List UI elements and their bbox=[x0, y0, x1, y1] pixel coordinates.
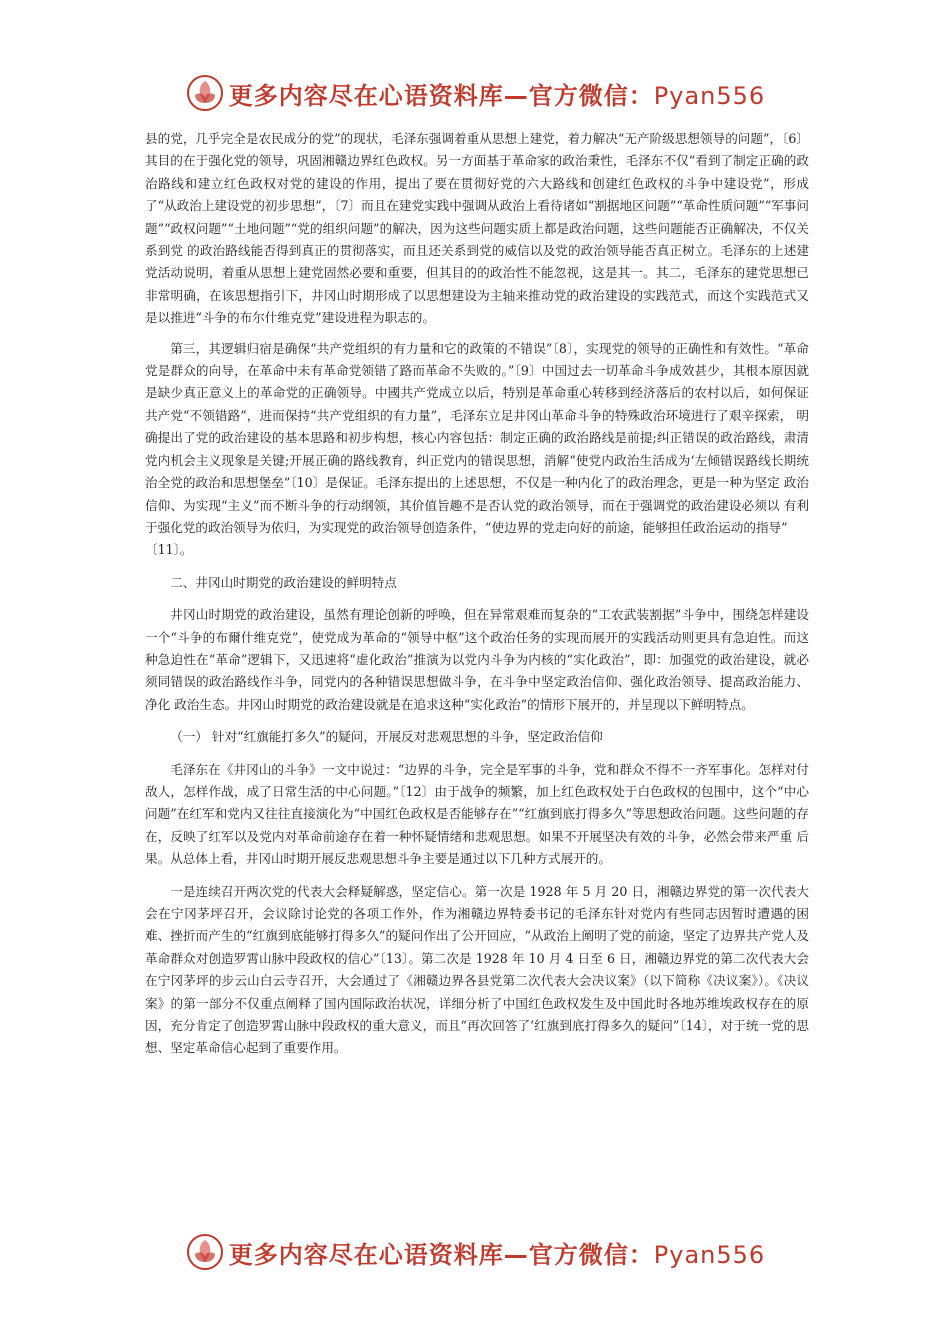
header-watermark-banner bbox=[0, 70, 950, 116]
flower-logo-icon bbox=[185, 73, 225, 113]
paragraph-2: 第三，其逻辑归宿是确保“共产党组织的有力量和它的政策的不错误”〔8〕，实现党的领导的正确性和有效性。“革命党是群众的向导，在革命中未有革命党领错了路而革命不失败的。”〔9〕中国过去一切革命斗争成效甚少，其根本原因就是缺少真正意义上的革命党的正确领导。中國共产党成立以后，特别是革命重心转移到经济落后的农村以后，如何保证共产党“不领错路”，进而保持“共产党组织的有力量”，毛泽东立足井冈山革命斗争的特殊政治环境进行了艰辛探索， 明确提出了党的政治建设的基本思路和初步构想，核心内容包括：制定正确的政治路线是前提;纠正错误的政治路线，肃清党内机会主义现象是关键;开展正确的路线教育，纠正党内的错误思想，消解“使党内政治生活成为‘左倾错误路线长期统治全党的政治和思想堡垒”〔10〕是保证。毛泽东提出的上述思想，不仅是一种内化了的政治理念，更是一种为坚定 政治信仰、为实现“主义”而不断斗争的行动纲领，其价值旨趣不是否认党的政治领导，而在于强调党的政治建设必须以 有利于强化党的政治领导为依归，为实现党的政治领导创造条件，“使边界的党走向好的前途，能够担任政治运动的指导” bbox=[145, 340, 809, 535]
paragraph-1: 县的党，几乎完全是农民成分的党”的现状，毛泽东强调着重从思想上建党，着力解决“无产阶级思想领导的问题”，〔6〕其目的在于强化党的领导，巩固湘赣边界红色政权。另一方面基于革命家的政治秉性，毛泽东不仅“看到了制定正确的政治路线和建立红色政权对党的建设的作用，提出了要在贯彻好党的六大路线和创建红色政权的斗争中建设党”，形成了“从政治上建设党的初步思想”，〔7〕而且在建党实践中强调从政治上看待诸如“割据地区问题”“革命性质问题”“军事问题”“政权问题”“土地问题”“党的组织问题”的解决，因为这些问题实质上都是政治问题，这些问题能否正确解决，不仅关系到党 的政治路线能否得到真正的贯彻落实，而且还关系到党的威信以及党的政治领导能否真正树立。毛泽东的上述建党活动说明，着重从思想上建党固然必要和重要，但其目的的政治性不能忽视，这是其一。其二，毛泽东的建党思想已非常明确，在该思想指引下，井冈山时期形成了以思想建设为主轴来推动党的政治建设的实践范式，而这个实践范式又是以推进“斗争的布尔什维克党”建设进程为职志的。 bbox=[145, 131, 809, 326]
banner-text: 更多内容尽在心语资料库—官方微信：Pyan556 bbox=[228, 1240, 766, 1269]
flower-logo-icon bbox=[185, 1232, 225, 1272]
paragraph-5: 一是连续召开两次党的代表大会释疑解惑，坚定信心。第一次是 1928 年 5 月 20 日，湘赣边界党的第一次代表大会在宁冈茅坪召开，会议除讨论党的各项工作外，作为湘赣边界特委书记的毛泽东针对党内有些同志因暂时遭遇的困难、挫折而产生的“红旗到底能够打得多久”的疑问作出了公开回应，“从政治上阐明了党的前途，坚定了边界共产党人及革命群众对创造罗霄山脉中段政权的信心”〔13〕。第二次是 1928 年 10 月 4 日至 6 日，湘赣边界党的第二次代表大会在宁冈茅坪的步云山白云寺召开，大会通过了《湘赣边界各县党第二次代表大会决议案》（以下简称《决议案》）。《决议案》的第一部分不仅重点阐释了国内国际政治状况，详细分析了中国红色政权发生及中国此时各地苏维埃政权存在的原因，充分肯定了创造罗霄山脉中段政权的重大意义，而且“再次回答了‘红旗到底打得多久的疑问”〔14〕，对于统一党的思想、坚定革命信心起到了重要作用。 bbox=[145, 883, 809, 1056]
banner-text: 更多内容尽在心语资料库—官方微信：Pyan556 bbox=[228, 81, 766, 110]
section-heading: 二、井冈山时期党的政治建设的鲜明特点 bbox=[170, 574, 397, 590]
document-body bbox=[145, 128, 809, 1060]
subsection-heading: （一） 针对“红旗能打多久”的疑问，开展反对悲观思想的斗争，坚定政治信仰 bbox=[170, 729, 603, 745]
paragraph-3: 井冈山时期党的政治建设，虽然有理论创新的呼唤，但在异常艰难而复杂的“工农武装割据”斗争中，围绕怎样建设一个“斗争的布爾什维克党”，使党成为革命的“领导中枢”这个政治任务的实现而展开的实践活动则更具有急迫性。而这种急迫性在“革命”逻辑下，又迅速将“虚化政治”推演为以党内斗争为内核的“实化政治”，即：加强党的政治建设，就必须同错误的政治路线作斗争，同党内的各种错误思想做斗争，在斗争中坚定政治信仰、强化政治领导、提高政治能力、净化 政治生态。井冈山时期党的政治建设就是在追求这种“实化政治”的情形下展开的，并呈现以下鲜明特点。 bbox=[145, 607, 809, 712]
paragraph-2-note: 〔11〕。 bbox=[145, 542, 193, 558]
paragraph-4: 毛泽东在《井冈山的斗争》一文中说过：“边界的斗争，完全是军事的斗争，党和群众不得不一齐军事化。怎样对付敌人，怎样作战，成了日常生活的中心问题。”〔12〕由于战争的频繁，加上红色政权处于白色政权的包围中，这个“中心问题”在红军和党内又往往直接演化为“中国红色政权是否能够存在”“红旗到底打得多久”等思想政治问题。这些问题的存在，反映了红军以及党内对革命前途存在着一种怀疑情绪和悲观思想。如果不开展坚决有效的斗争，必然会带来严重 后果。从总体上看，井冈山时期开展反悲观思想斗争主要是通过以下几种方式展开的。 bbox=[145, 761, 809, 867]
footer-watermark-banner bbox=[0, 1229, 950, 1275]
